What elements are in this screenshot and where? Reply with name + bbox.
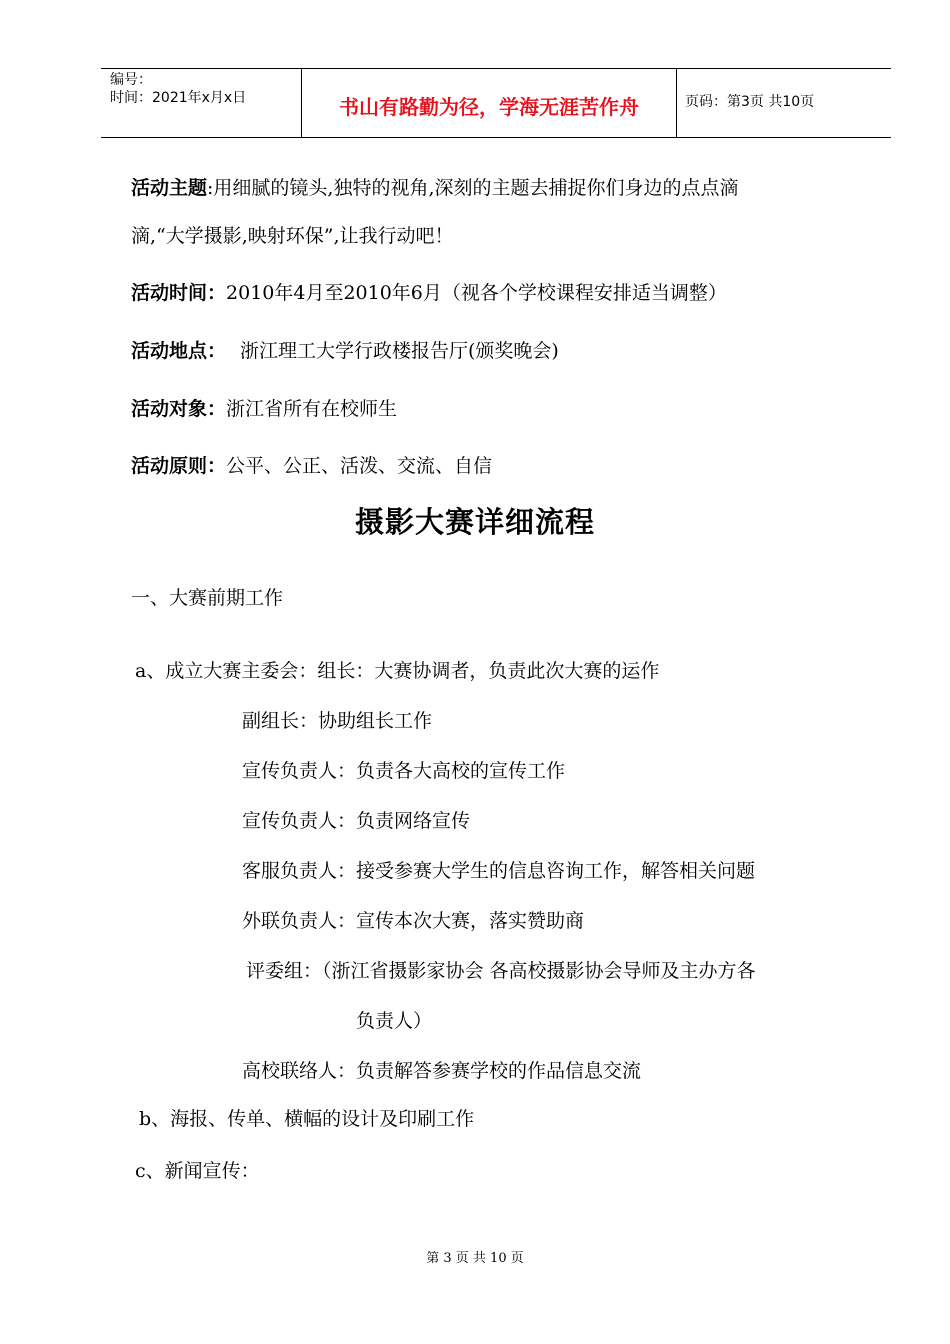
item-b: b、海报、传单、横幅的设计及印刷工作 <box>139 1108 475 1130</box>
header-motto: 书山有路勤为径，学海无涯苦作舟 <box>339 95 639 119</box>
header-right-cell <box>677 69 891 137</box>
page-info: 页码：第3页 共10页 <box>685 94 815 110</box>
number-label: 编号： <box>110 72 152 88</box>
theme-line-1 <box>131 173 739 200</box>
target-text: 浙江省所有在校师生 <box>226 398 398 420</box>
item-a-contact: 高校联络人：负责解答参赛学校的作品信息交流 <box>242 1060 642 1082</box>
header-table <box>101 68 891 138</box>
item-a-jury-1: 评委组：（浙江省摄影家协会 各高校摄影协会导师及主办方各 <box>246 960 756 982</box>
item-c: c、新闻宣传： <box>135 1160 260 1182</box>
time-label-text: 活动时间： <box>131 282 227 304</box>
item-a-jury-2: 负责人） <box>356 1010 433 1032</box>
item-a-liaison: 外联负责人：宣传本次大赛，落实赞助商 <box>242 910 585 932</box>
target-line <box>131 394 397 421</box>
place-line <box>131 336 559 363</box>
theme-text-1: :用细腻的镜头,独特的视角,深刻的主题去捕捉你们身边的点点滴 <box>207 177 739 199</box>
item-a-main: a、成立大赛主委会：组长：大赛协调者，负责此次大赛的运作 <box>135 660 660 682</box>
section-title: 摄影大赛详细流程 <box>354 505 595 539</box>
header-left-cell <box>101 69 301 137</box>
target-label: 活动对象： <box>131 398 227 420</box>
theme-label: 活动主题 <box>131 177 208 199</box>
time-text: 2010年4月至2010年6月（视各个学校课程安排适当调整） <box>226 282 727 304</box>
principle-line <box>131 451 492 478</box>
page-footer: 第 3 页 共 10 页 <box>426 1251 524 1266</box>
time-label: 时间：2021年x月x日 <box>110 90 247 106</box>
header-center-cell <box>301 69 677 137</box>
place-text: 浙江理工大学行政楼报告厅(颁奖晚会) <box>240 340 559 362</box>
principle-label: 活动原则： <box>131 455 227 477</box>
item-a-pub2: 宣传负责人：负责网络宣传 <box>242 810 471 832</box>
item-a-pub1: 宣传负责人：负责各大高校的宣传工作 <box>242 760 566 782</box>
theme-line-2: 滴,“大学摄影,映射环保”,让我行动吧！ <box>131 225 454 247</box>
principle-text: 公平、公正、活泼、交流、自信 <box>226 455 493 477</box>
item-a-service: 客服负责人：接受参赛大学生的信息咨询工作，解答相关问题 <box>242 860 756 882</box>
place-label: 活动地点： <box>131 340 227 362</box>
time-line <box>131 278 727 305</box>
part-one-heading: 一、大赛前期工作 <box>131 587 284 609</box>
item-a-vice: 副组长：协助组长工作 <box>242 710 433 732</box>
